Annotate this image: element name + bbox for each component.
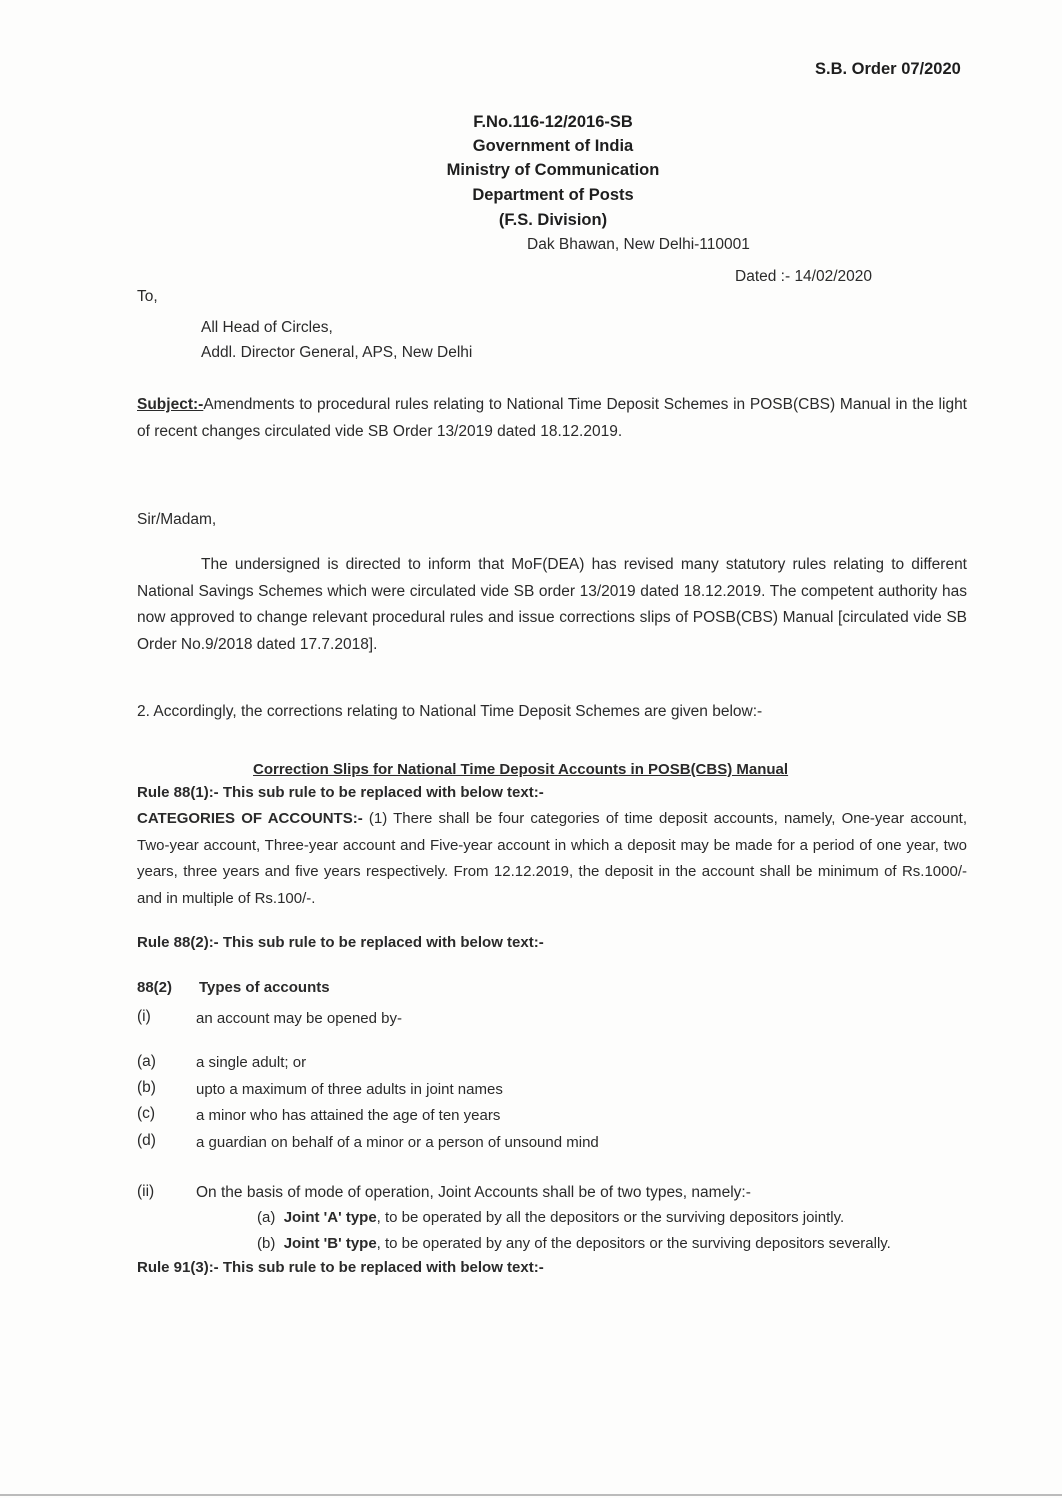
ministry-name: Ministry of Communication (446, 161, 660, 179)
item-text: On the basis of mode of operation, Joint Accounts shall be of two types, namely:- (196, 1184, 751, 1201)
subject (137, 392, 967, 445)
salutation: Sir/Madam, (137, 511, 217, 528)
paragraph-1: The undersigned is directed to inform that MoF(DEA) has revised many statutory rules relating to different National Savings Schemes which were circulated vide SB order 13/2019 dated 18.12.2019. The competent authority has now approved to change relevant procedural rules and issue corrections slips of POSB(CBS) Manual [circulated vide SB Order No.9/2018 dated 17.7.2018]. (137, 556, 967, 653)
department-name: Department of Posts (472, 186, 634, 204)
paragraph-2: 2. Accordingly, the corrections relating to National Time Deposit Schemes are given below:- (137, 703, 763, 720)
categories-label: CATEGORIES OF ACCOUNTS:- (137, 810, 363, 827)
joint-type-b (257, 1235, 891, 1252)
date: Dated :- 14/02/2020 (735, 268, 873, 285)
correction-heading: Correction Slips for National Time Deposit Accounts in POSB(CBS) Manual (253, 761, 789, 778)
order-reference: S.B. Order 07/2020 (815, 60, 961, 78)
item-label: (a) (137, 1053, 156, 1070)
address: Dak Bhawan, New Delhi-110001 (527, 236, 750, 253)
joint-a-text: , to be operated by all the depositors or the surviving depositors jointly. (376, 1209, 845, 1226)
recipient: All Head of Circles, (201, 319, 333, 336)
rule-88-1-heading: Rule 88(1):- This sub rule to be replaced with below text:- (137, 784, 544, 801)
item-text: a guardian on behalf of a minor or a person of unsound mind (196, 1134, 599, 1151)
item-label: (d) (137, 1132, 156, 1149)
joint-b-text: , to be operated by any of the depositors or the surviving depositors severally. (376, 1235, 891, 1252)
item-text: upto a maximum of three adults in joint names (196, 1081, 503, 1098)
joint-type-a (257, 1209, 844, 1226)
to-label: To, (137, 288, 158, 305)
item-text: a minor who has attained the age of ten years (196, 1107, 501, 1124)
subject-label: Subject:- (137, 396, 204, 413)
file-number: F.No.116-12/2016-SB (473, 113, 633, 131)
sub-label: (a) (257, 1209, 276, 1226)
item-label: (i) (137, 1008, 151, 1025)
joint-a-title: Joint 'A' type (283, 1209, 377, 1226)
section-title: Types of accounts (199, 979, 330, 996)
rule-88-1-text (137, 806, 967, 912)
section-number: 88(2) (137, 979, 173, 996)
rule-91-3-heading: Rule 91(3):- This sub rule to be replaced with below text:- (137, 1259, 544, 1276)
item-label: (c) (137, 1105, 156, 1122)
recipient: Addl. Director General, APS, New Delhi (201, 344, 473, 361)
subject-text: Amendments to procedural rules relating to National Time Deposit Schemes in POSB(CBS) Manual in the light of recent changes circulated vide SB Order 13/2019 dated 18.12.2019. (137, 396, 967, 440)
rule-88-2-heading: Rule 88(2):- This sub rule to be replaced with below text:- (137, 934, 544, 951)
item-text: an account may be opened by- (196, 1010, 402, 1027)
item-text: a single adult; or (196, 1054, 307, 1071)
item-label: (ii) (137, 1183, 155, 1200)
scan-edge-divider (0, 1494, 1062, 1496)
sub-label: (b) (257, 1235, 276, 1252)
categories-text: (1) There shall be four categories of time deposit accounts, namely, One-year account, Two-year account, Three-year account and Five-year account in which a deposit may be made for a period of one year, two years, three years and five years respectively. From 12.12.2019, the deposit in the account shall be minimum of Rs.1000/- and in multiple of Rs.100/-. (137, 810, 967, 907)
joint-b-title: Joint 'B' type (283, 1235, 377, 1252)
govt-name: Government of India (472, 137, 634, 155)
item-label: (b) (137, 1079, 156, 1096)
division-name: (F.S. Division) (498, 211, 608, 229)
